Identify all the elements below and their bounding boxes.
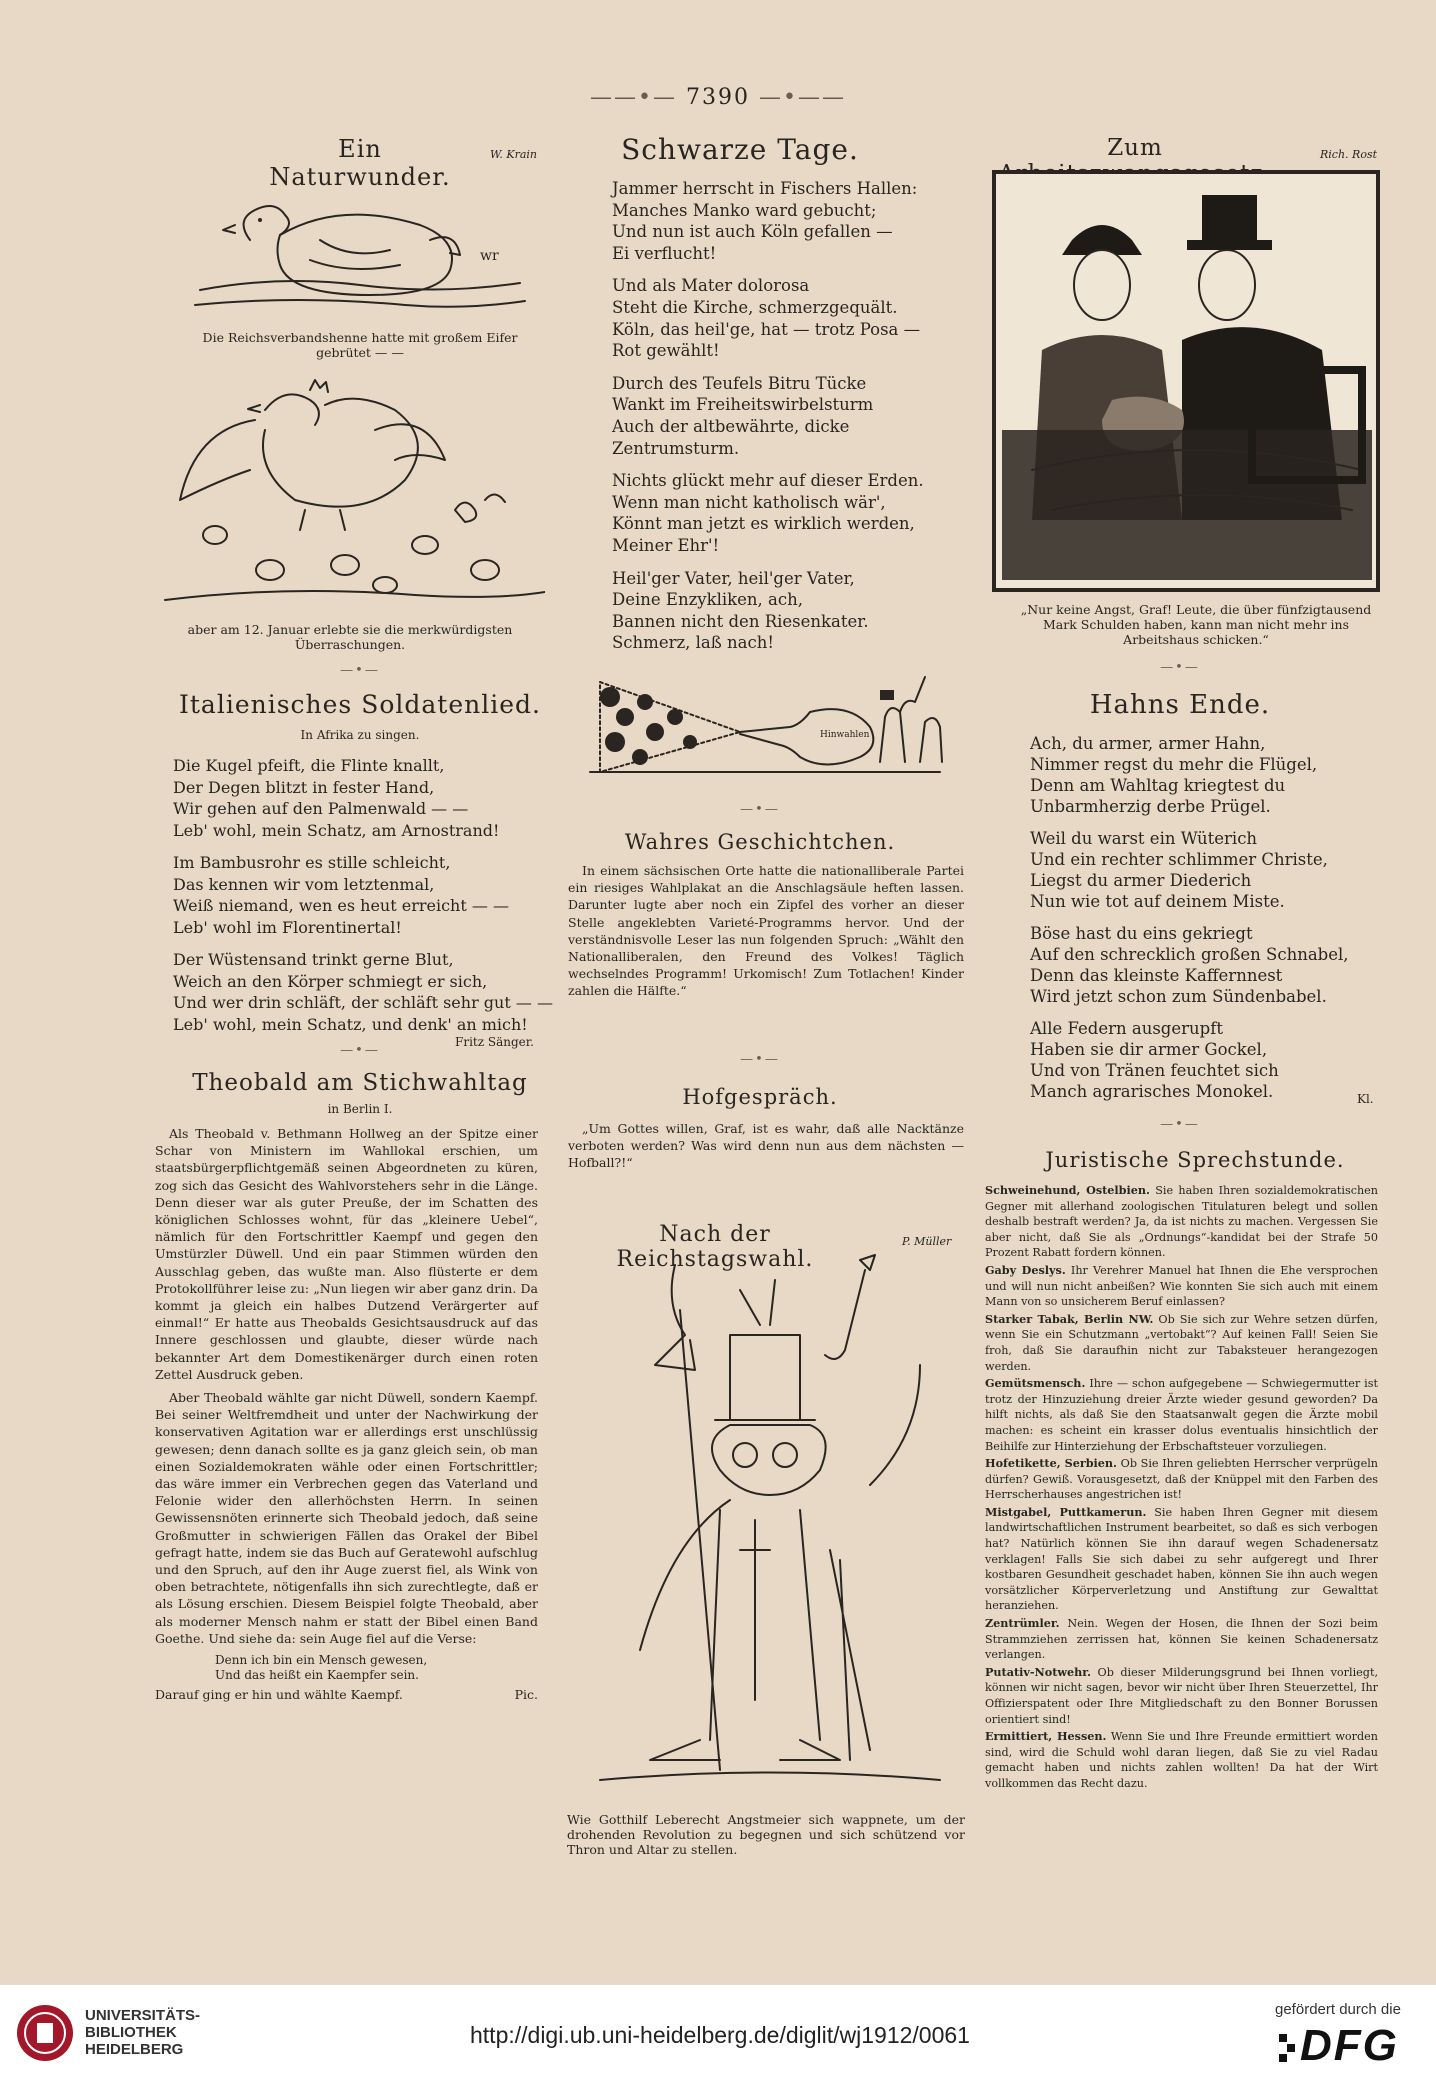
geschichtchen-text: In einem sächsischen Orte hatte die nationalliberale Partei ein riesiges Wahlplakat an die Anschlagsäule heften lassen. Darunter lugte aber noch ein Zipfel des vorher an dieser Stelle angeklebten Varieté-Programms hervor. Und der verständnisvolle Leser las nun folgenden Spruch: „Wählt den Nationalliberalen, den Freund des Volkes! Täglich wechselndes Programm! Urkomisch! Zum Totlachen! Kinder zahlen die Hälfte.“ — [568, 863, 964, 999]
library-name: UNIVERSITÄTS- BIBLIOTHEK HEIDELBERG — [85, 2007, 201, 2058]
reichstagswahl-title: Nach der Reichstagswahl. — [616, 1222, 814, 1272]
arbeitszwang-caption: „Nur keine Angst, Graf! Leute, die über fünfzigtausend Mark Schulden haben, kann man nicht mehr ins Arbeitshaus schicken.“ — [1020, 602, 1372, 647]
sprechstunde-entry: Hofetikette, Serbien. Ob Sie Ihren geliebten Herrscher verprügeln dürfen? Gewiß. Vorausgesetzt, daß der Knüppel mit den Farben des Herrscherhauses angestrichen ist! — [985, 1456, 1378, 1502]
soldatenlied-author: Fritz Sänger. — [455, 1035, 534, 1049]
carriage-illustration — [992, 170, 1380, 592]
separator: —•— — [340, 1043, 380, 1058]
stanza: Und als Mater dolorosa Steht die Kirche, schmerzgequält. Köln, das heil'ge, hat — trotz Posa — Rot gewählt! — [612, 276, 921, 361]
stanza: Der Wüstensand trinkt gerne Blut, Weich an den Körper schmiegt er sich, Und wer drin schläft, der schläft sehr gut — — Leb' wohl, mein Schatz, und denk' an mich! — [173, 950, 553, 1034]
theobald-subtitle: in Berlin I. — [327, 1102, 393, 1116]
geschichtchen-title: Wahres Geschichtchen. — [624, 830, 896, 854]
schwarze-tage-title: Schwarze Tage. — [621, 133, 859, 166]
hahns-ende-title: Hahns Ende. — [1089, 690, 1271, 720]
page-number: ——•— 7390 —•—— — [590, 85, 846, 110]
separator: —•— — [1160, 1117, 1200, 1132]
separator: —•— — [740, 802, 780, 817]
sprechstunde-entry: Schweinehund, Ostelbien. Sie haben Ihren sozialdemokratischen Gegner mit allerhand zoologischen Titulaturen belegt und sollen deshalb bestraft werden? Ja, da ist nichts zu machen. Vergessen Sie aber nicht, daß Sie als „Ordnungs“-kandidat bei der Strafe 50 Prozent Rabatt fordern können. — [985, 1183, 1378, 1260]
schwarze-tage-verses — [612, 178, 952, 665]
bottle-spray-illustration — [580, 672, 950, 777]
stanza: Alle Federn ausgerupft Haben sie dir armer Gockel, Und von Tränen feuchtet sich Manch agrarisches Monokel. — [1030, 1019, 1279, 1101]
sprechstunde-entry: Gemütsmensch. Ihre — schon aufgegebene — Schwiegermutter ist trotz der Hinzuziehung dreier Ärzte wieder gesund geworden? Da hilft nichts, als daß Sie den Staatsanwalt gegen die Ärzte mobil machen: es scheint ein krasser dolus eventualis hinsichtlich der Beihilfe zur Hinterziehung der Erbschaftsteuer vorzuliegen. — [985, 1376, 1378, 1453]
hen-with-chicks-illustration — [155, 370, 545, 610]
arbeitszwang-credit: Rich. Rost — [1320, 148, 1378, 161]
theobald-text — [155, 1125, 538, 1703]
paragraph: Aber Theobald wählte gar nicht Düwell, sondern Kaempf. Bei seiner Weltfremdheit und unter der Nachwirkung der konservativen Agitation war er allerdings erst unschlüssig gewesen; denn danach sollte es ja ganz gleich sein, ob man einen Sozialdemokraten wähle oder einen Fortschrittler; das wäre immer ein Verbrechen gegen das Vaterland und Felonie wider den allerhöchsten Herrn. In seinen Gewissensnöten erinnerte sich Theobald jedoch, daß seine Großmutter in schwierigen Fällen das Orakel der Bibel gefragt hatte, indem sie das Buch auf Geratewohl aufschlug und den Spruch, auf den ihr Auge zuerst fiel, als Wink von oben betrachtete, nötigenfalls ihn sich zurechtlegte, daß er als Lösung erschien. Diesem Beispiel folgte Theobald, aber als moderner Mensch nahm er statt der Bibel einen Band Goethe. Und siehe da: sein Auge fiel auf die Verse: — [155, 1390, 538, 1646]
sprechstunde-entry: Putativ-Notwehr. Ob dieser Milderungsgrund bei Ihnen vorliegt, können wir nicht sagen, bevor wir nicht über Ihren Steuerzettel, Ihr Offizierspatent oder Ihre Mitgliedschaft zu den Bonner Borussen orientiert sind! — [985, 1664, 1379, 1726]
viewer-footer — [0, 1985, 1436, 2085]
naturwunder-caption-2: aber am 12. Januar erlebte sie die merkwürdigsten Überraschungen. — [187, 622, 513, 652]
naturwunder-title: Ein Naturwunder. — [269, 135, 451, 191]
separator: —•— — [740, 1052, 780, 1067]
dfg-logo: DFG — [1300, 2021, 1399, 2070]
soldatenlied-subtitle: In Afrika zu singen. — [300, 728, 420, 742]
stanza: Böse hast du eins gekriegt Auf den schrecklich großen Schnabel, Denn das kleinste Kaffernnest Wird jetzt schon zum Sündenbabel. — [1030, 924, 1349, 1006]
university-seal-icon — [15, 2003, 75, 2063]
hofgespraech-title: Hofgespräch. — [682, 1085, 838, 1109]
reichstagswahl-caption: Wie Gotthilf Leberecht Angstmeier sich wappnete, um der drohenden Revolution zu begegnen und sich schützend vor Thron und Altar zu stellen. — [567, 1812, 965, 1857]
stanza: Jammer herrscht in Fischers Hallen: Manches Manko ward gebucht; Und nun ist auch Köln gefallen — Ei verflucht! — [612, 179, 918, 263]
hahns-ende-verses — [1030, 733, 1380, 1113]
dfg-mark-icon — [1275, 2030, 1299, 2070]
stanza: Heil'ger Vater, heil'ger Vater, Deine Enzykliken, ach, Bannen nicht den Riesenkater. Schmerz, laß nach! — [612, 568, 869, 653]
naturwunder-credit: W. Krain — [490, 148, 538, 161]
svg-text:wr: wr — [480, 248, 499, 264]
separator: —•— — [1160, 660, 1200, 675]
sprechstunde-entry: Zentrümler. Nein. Wegen der Hosen, die Ihnen der Sozi beim Strammziehen zerrissen hat, können Sie keinen Schadenersatz verlangen. — [985, 1616, 1378, 1662]
goethe-quote: Denn ich bin ein Mensch gewesen, Und das heißt ein Kaempfer sein. — [215, 1653, 428, 1682]
stanza: Ach, du armer, armer Hahn, Nimmer regst du mehr die Flügel, Denn am Wahltag kriegtest du Unbarmherzig derbe Prügel. — [1030, 734, 1318, 816]
sprechstunde-title: Juristische Sprechstunde. — [1045, 1148, 1345, 1172]
stanza: Nichts glückt mehr auf dieser Erden. Wenn man nicht katholisch wär', Könnt man jetzt es wirklich werden, Meiner Ehr'! — [612, 471, 924, 555]
hahns-ende-author: Kl. — [1357, 1092, 1374, 1106]
arbeitszwang-title: Zum — [1107, 135, 1163, 161]
source-url-link[interactable]: http://digi.ub.uni-heidelberg.de/diglit/wj1912/0061 — [470, 2022, 970, 2048]
bottle-label: Hinwahlen — [820, 730, 870, 740]
paragraph: Als Theobald v. Bethmann Hollweg an der Spitze einer Schar von Ministern im Wahllokal erschien, um staatsbürgerpflichtgemäß seinen Abgeordneten zu küren, zog sich das Gesicht des Wahlvorstehers sehr in die Länge. Denn dieser war als guter Preuße, der im Schatten des königlichen Schlosses wohnt, für das „kleinere Uebel“, nämlich für den Fortschrittler Kaempf und gegen den Umstürzler Düwell. Und ein paar Stimmen würden den Ausschlag geben, das wußte man. Also flüsterte er dem Protokollführer leise zu: „Nun liegen wir aber ganz drin. Da kommt ja gleich ein halbes Dutzend Verärgerter auf einmal!“ Er hatte aus Theobalds Gesichtsausdruck auf das Innere geschlossen und glaubte, dieser würde nach bekannter Art dem Domestikenärger durch einen roten Zettel Ausdruck geben. — [155, 1126, 538, 1382]
sprechstunde-entry: Gaby Deslys. Ihr Verehrer Manuel hat Ihnen die Ehe versprochen und will nun nicht anbeißen? Wie konnten Sie sich auch mit einem Mann von so unsicherem Beruf einlassen? — [985, 1262, 1378, 1309]
stanza: Weil du warst ein Wüterich Und ein rechter schlimmer Christe, Liegst du armer Diederich Nun wie tot auf deinem Miste. — [1030, 829, 1328, 911]
sprechstunde-entries — [985, 1183, 1378, 1794]
theobald-title: Theobald am Stichwahltag — [192, 1070, 528, 1096]
separator: —•— — [340, 663, 380, 678]
armed-citizen-illustration — [580, 1250, 950, 1795]
sprechstunde-entry: Mistgabel, Puttkamerun. Sie haben Ihren Gegner mit diesem landwirtschaftlichen Instrument bearbeitet, so daß es sich verbogen hat? Natürlich können Sie ihn darauf wegen Schadenersatz verklagen! Falls Sie sich dabei zu sehr aufgeregt und Ihrer kostbaren Gesundheit geschadet haben, können Sie ihn auch wegen vorsätzlicher Körperverletzung und Anstiftung zur Gewalttat heranziehen. — [985, 1504, 1378, 1613]
stanza: Die Kugel pfeift, die Flinte knallt, Der Degen blitzt in fester Hand, Wir gehen auf den Palmenwald — — Leb' wohl, mein Schatz, am Arnostrand! — [173, 756, 500, 840]
stanza: Im Bambusrohr es stille schleicht, Das kennen wir vom letztenmal, Weiß niemand, wen es heut erreicht — — Leb' wohl im Florentinertal! — [173, 853, 509, 937]
hofgespraech-text: „Um Gottes willen, Graf, ist es wahr, daß alle Nacktänze verboten werden? Was wird denn nun aus dem nächsten — Hofball?!“ — [568, 1121, 964, 1171]
theobald-closing-line: Darauf ging er hin und wählte Kaempf. Pic. — [155, 1687, 538, 1703]
sprechstunde-entry: Ermittiert, Hessen. Wenn Sie und Ihre Freunde ermittiert worden sind, wird die Schuld wohl daran liegen, daß Sie zu viel Radau gemacht haben und nichts zahlen wollten! Da hat der Wirt vollkommen das Recht dazu. — [985, 1729, 1379, 1790]
hen-brooding-illustration — [190, 180, 530, 325]
soldatenlied-title: Italienisches Soldatenlied. — [179, 690, 541, 719]
naturwunder-caption-1: Die Reichsverbandshenne hatte mit großem Eifer gebrütet — — — [202, 330, 518, 360]
funded-by-text: gefördert durch die — [1275, 2001, 1401, 2018]
sprechstunde-entry: Starker Tabak, Berlin NW. Ob Sie sich zur Wehre setzen dürfen, wenn Sie ein Schutzmann „vertobakt“? Auf keinen Fall! Seien Sie froh, daß Sie daraufhin nicht zur Tabaksteuer herangezogen werden. — [985, 1311, 1379, 1373]
soldatenlied-verses — [173, 755, 573, 1046]
reichstagswahl-credit: P. Müller — [902, 1235, 952, 1248]
stanza: Durch des Teufels Bitru Tücke Wankt im Freiheitswirbelsturm Auch der altbewährte, dicke Zentrumsturm. — [612, 373, 874, 458]
